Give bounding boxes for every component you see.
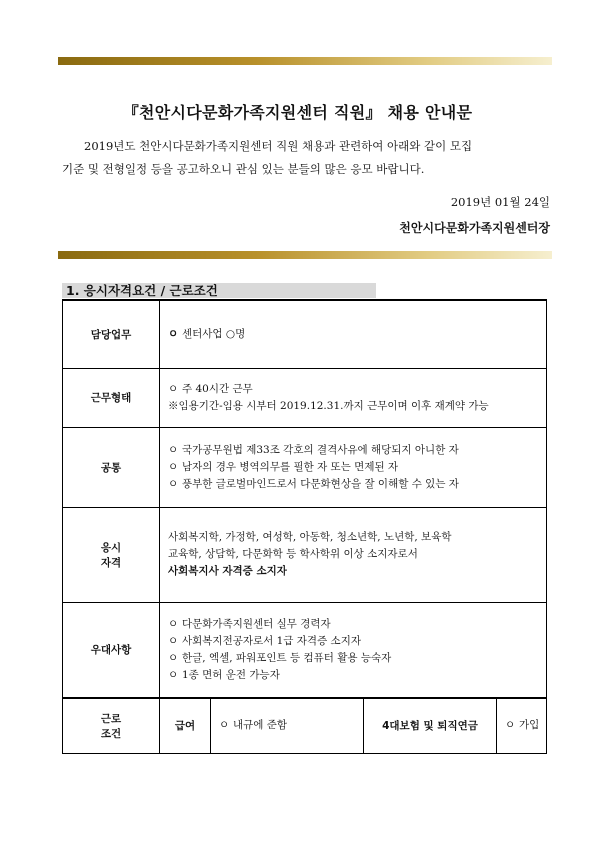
preference-item-2: 사회복지전공자로서 1급 자격증 소지자: [182, 634, 361, 647]
issuing-organization: 천안시다문화가족지원센터장: [399, 221, 550, 235]
preference-label: 우대사항: [63, 602, 160, 698]
preference-item-4: 1종 면허 운전 가능자: [182, 668, 280, 681]
qualification-line-1: 사회복지학, 가정학, 여성학, 아동학, 청소년학, 노년학, 보육학: [168, 531, 452, 543]
bullet-icon: ㅇ: [168, 651, 179, 664]
intro-line-1: 2019년도 천안시다문화가족지원센터 직원 채용과 관련하여 아래와 같이 모집: [84, 139, 473, 153]
intro-line-2: 기준 및 전형일정 등을 공고하오니 관심 있는 분들의 많은 응모 바랍니다.: [62, 162, 425, 176]
qualification-line-2: 교육학, 상담학, 다문화학 등 학사학위 이상 소지자로서: [168, 548, 418, 560]
preference-content: [160, 602, 547, 698]
row-employment: [63, 368, 547, 427]
middle-divider-bar: [58, 251, 552, 259]
bullet-icon: ㅇ: [168, 460, 179, 473]
preference-item-3: 한글, 엑셀, 파워포인트 등 컴퓨터 활용 능숙자: [182, 651, 392, 664]
bullet-icon: ㅇ: [168, 634, 179, 647]
common-label: 공통: [63, 427, 160, 507]
conditions-label: [63, 698, 160, 753]
qualification-content: [160, 507, 547, 602]
announcement-date: 2019년 01월 24일: [450, 195, 550, 209]
bullet-icon: ㅇ: [168, 327, 179, 340]
document-title: 『천안시다문화가족지원센터 직원』 채용 안내문: [122, 103, 473, 122]
common-item-1: 국가공무원법 제33조 각호의 결격사유에 해당되지 아니한 자: [182, 443, 459, 456]
common-content: [160, 427, 547, 507]
employment-line-2: ※임용기간-임용 시부터 2019.12.31.까지 근무이며 이후 재계약 가능: [168, 399, 489, 412]
qualification-label-line-1: 응시: [100, 541, 122, 554]
row-conditions: [63, 698, 547, 753]
duty-content: [160, 300, 547, 368]
employment-line-1: 주 40시간 근무: [182, 382, 253, 395]
salary-label: 급여: [160, 698, 211, 753]
requirements-table: [62, 299, 547, 754]
salary-value: [211, 698, 364, 753]
bullet-icon: ㅇ: [168, 443, 179, 456]
employment-label: 근무형태: [63, 368, 160, 427]
row-qualification: [63, 507, 547, 602]
qualification-line-3: 사회복지사 자격증 소지자: [168, 565, 287, 577]
qualification-label: [63, 507, 160, 602]
bullet-icon: ㅇ: [168, 668, 179, 681]
row-common: [63, 427, 547, 507]
conditions-label-line-1: 근로: [100, 712, 122, 725]
duty-label: 담당업무: [63, 300, 160, 368]
salary-value-text: 내규에 준함: [233, 719, 288, 732]
qualification-label-line-2: 자격: [100, 556, 122, 569]
common-item-3: 풍부한 글로벌마인드로서 다문화현상을 잘 이해할 수 있는 자: [182, 477, 459, 490]
bullet-icon: ㅇ: [505, 719, 516, 732]
conditions-label-line-2: 조건: [100, 727, 122, 740]
preference-item-1: 다문화가족지원센터 실무 경력자: [182, 617, 331, 630]
section-heading: 1. 응시자격요건 / 근로조건: [62, 283, 376, 298]
insurance-label: 4대보험 및 퇴직연금: [364, 698, 497, 753]
bullet-icon: ㅇ: [168, 382, 179, 395]
bullet-icon: ㅇ: [168, 477, 179, 490]
duty-text: 센터사업 ○명: [182, 327, 246, 340]
employment-content: [160, 368, 547, 427]
bullet-icon: ㅇ: [219, 719, 230, 732]
bullet-icon: ㅇ: [168, 617, 179, 630]
insurance-value-text: 가입: [519, 719, 540, 732]
common-item-2: 남자의 경우 병역의무를 필한 자 또는 면제된 자: [182, 460, 399, 473]
top-divider-bar: [58, 57, 552, 65]
row-preference: [63, 602, 547, 698]
row-duty: [63, 300, 547, 368]
insurance-value: [497, 698, 547, 753]
intro-paragraph: [62, 135, 548, 181]
